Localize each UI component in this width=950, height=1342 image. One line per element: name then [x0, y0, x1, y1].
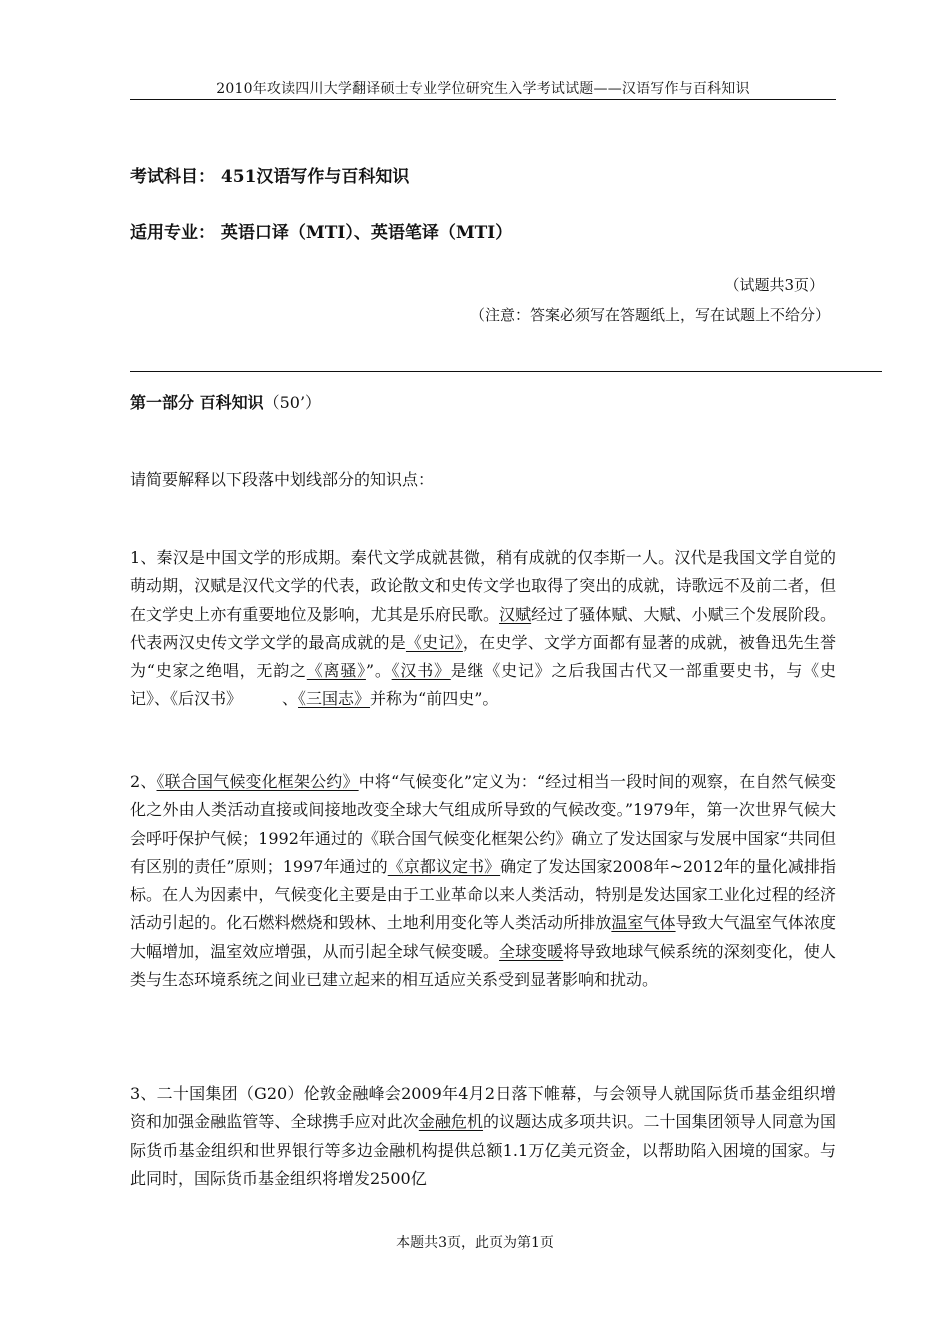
page-footer: 本题共3页，此页为第1页 [396, 1235, 554, 1251]
underlined-term: 温室气体 [611, 913, 676, 933]
underlined-term: 全球变暖 [499, 941, 564, 961]
underlined-term: 《三国志》 [298, 689, 371, 709]
paragraph-text: 1、秦汉是中国文学的形成期。秦代文学成就甚微，稍有成就的仅李斯一人。汉代是我国文学自觉的萌动期，汉赋是汉代文学的代表，政论散文和史传文学也取得了突出的成就，诗歌远不及前二者，但在文学史上亦有重要地位及影响，尤其是乐府民歌。 [130, 548, 836, 624]
exam-subject: 考试科目： 451汉语写作与百科知识 [130, 167, 410, 187]
section-title-text: 第一部分 百科知识 [130, 393, 264, 412]
paragraph-text: 将导致地球气候系统的深刻变化，使人类与生态环境系统之间业已建立起来的相互适应关系受到显著影响和扰动。 [130, 941, 836, 990]
answer-note: （注意：答案必须写在答题纸上，写在试题上不给分） [469, 306, 830, 324]
paragraph-2 [130, 768, 836, 994]
paragraph-text: ，在史学、文学方面都有显著的成就，被鲁迅先生誉为“史家之绝唱，无韵之 [130, 632, 836, 681]
paragraph-text: 是继《史记》之后我国古代又一部重要史书，与《史记》、《后汉书》 、 [130, 661, 836, 709]
paragraph-text: 3、二十国集团（G20）伦敦金融峰会2009年4月2日落下帷幕，与会领导人就国际货币基金组织增资和加强金融监管等、全球携手应对此次 [130, 1084, 836, 1132]
running-header: 2010年攻读四川大学翻译硕士专业学位研究生入学考试试题——汉语写作与百科知识 [216, 81, 750, 97]
underlined-term: 金融危机 [418, 1112, 484, 1132]
underlined-term: 《京都议定书》 [387, 856, 501, 876]
section-instruction: 请简要解释以下段落中划线部分的知识点： [130, 470, 435, 489]
paragraph-3 [130, 1080, 836, 1193]
paragraph-text: ”。 [365, 661, 392, 681]
underlined-term: 《联合国气候变化框架公约》 [156, 772, 359, 791]
underlined-term: 汉赋 [499, 604, 532, 624]
page-count-note: （试题共3页） [724, 276, 824, 294]
paragraph-text: 经过了骚体赋、大赋、小赋三个发展阶段。代表两汉史传文学文学的最高成就的是 [130, 604, 836, 652]
paragraph-text: 确定了发达国家2008年~2012年的量化减排指标。在人为因素中，气候变化主要是由于工业革命以来人类活动，特别是发达国家工业化过程的经济活动引起的。化石燃料燃烧和毁林、土地利用变化等人类活动所排放 [130, 856, 836, 933]
header-rule [130, 99, 836, 100]
underlined-term: 《史记》 [405, 632, 463, 652]
paragraph-1 [130, 544, 836, 714]
underlined-term: 《离骚》 [306, 661, 366, 681]
paragraph-text: 2、 [130, 772, 157, 791]
applicable-major: 适用专业： 英语口译（MTI）、英语笔译（MTI） [130, 223, 513, 243]
underlined-term: 《汉书》 [391, 661, 451, 681]
paragraph-text: 的议题达成多项共识。二十国集团领导人同意为国际货币基金组织和世界银行等多边金融机构提供总额1.1万亿美元资金，以帮助陷入困境的国家。与此同时，国际货币基金组织将增发2500亿 [130, 1112, 836, 1188]
paragraph-text: 中将“气候变化”定义为：“经过相当一段时间的观察，在自然气候变化之外由人类活动直接或间接地改变全球大气组成所导致的气候改变。”1979年，第一次世界气候大会呼吁保护气候；1992年通过的《联合国气候变化框架公约》确立了发达国家与发展中国家“共同但有区别的责任”原则；1997年通过的 [130, 772, 836, 876]
paragraph-text: 并称为“前四史”。 [370, 689, 499, 709]
paragraph-text: 导致大气温室气体浓度大幅增加，温室效应增强，从而引起全球气候变暖。 [130, 913, 836, 961]
section-rule [130, 371, 882, 372]
section-title [130, 390, 321, 413]
section-points: （50’） [263, 393, 322, 412]
